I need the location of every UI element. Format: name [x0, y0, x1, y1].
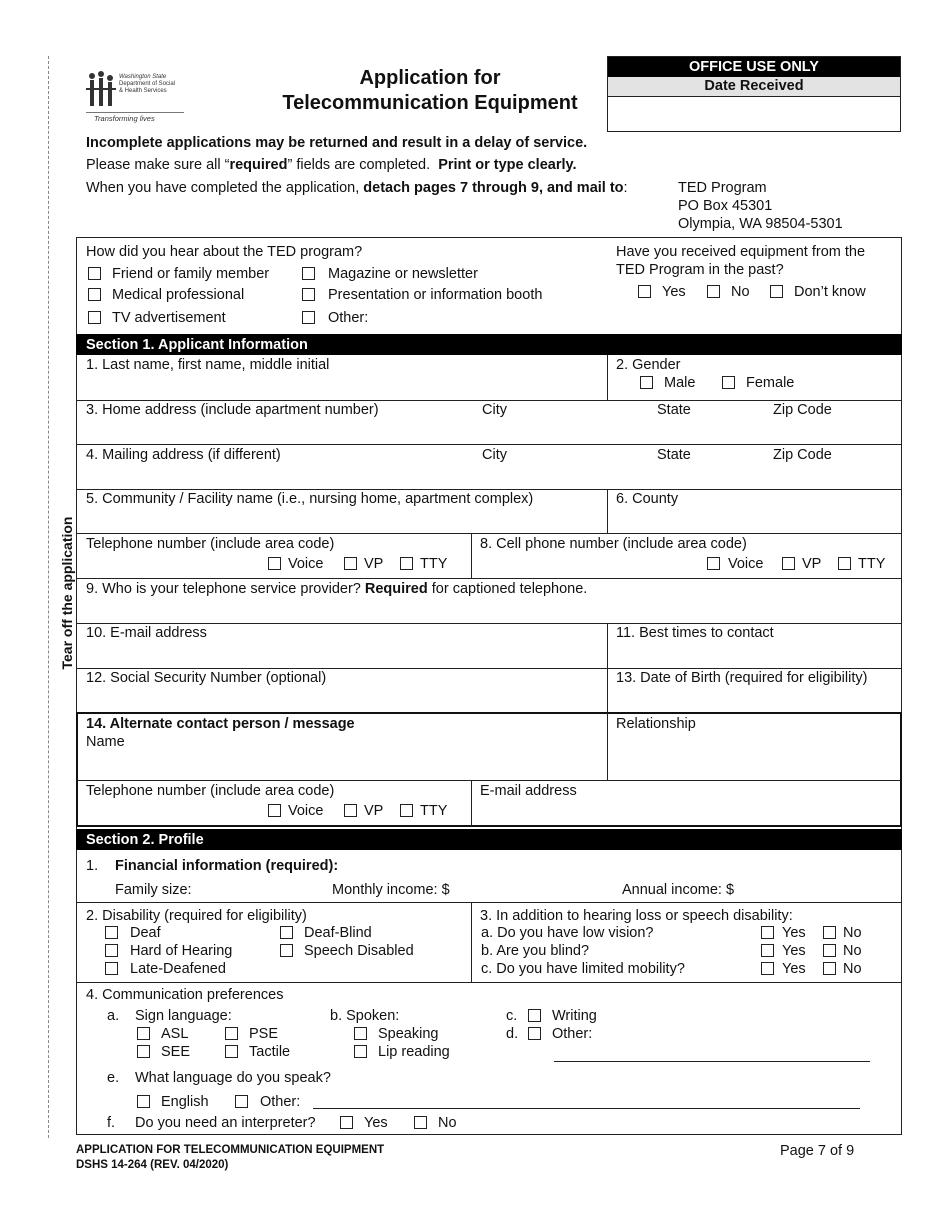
past-no-label: No [731, 284, 750, 300]
mailing-address-label: 4. Mailing address (if different) [86, 447, 281, 463]
home-address-label: 3. Home address (include apartment number) [86, 402, 379, 418]
county-input[interactable] [608, 510, 900, 532]
address-line3: Olympia, WA 98504-5301 [678, 216, 843, 232]
title-line1: Application for [359, 67, 501, 89]
home-city-label: City [482, 402, 507, 418]
comm-other-line[interactable] [554, 1061, 870, 1062]
hear-friend-checkbox[interactable] [88, 267, 101, 280]
name-label: 1. Last name, first name, middle initial [86, 357, 330, 373]
hear-magazine-label: Magazine or newsletter [328, 266, 478, 282]
alt-vp-checkbox[interactable] [344, 804, 357, 817]
q3b-no-label: No [843, 943, 862, 959]
email-label: 10. E-mail address [86, 625, 207, 641]
spoken-label: b. Spoken: [330, 1008, 400, 1024]
q3b-label: b. Are you blind? [481, 943, 590, 959]
facility-label: 5. Community / Facility name (i.e., nursing home, apartment complex) [86, 491, 534, 507]
office-use-box [607, 56, 901, 132]
q3c-no-checkbox[interactable] [823, 962, 836, 975]
gender-female-label: Female [746, 375, 795, 391]
past-dontknow-checkbox[interactable] [770, 285, 783, 298]
alt-contact-label: 14. Alternate contact person / message [86, 716, 355, 732]
q3b-yes-checkbox[interactable] [761, 944, 774, 957]
tel-voice-checkbox[interactable] [268, 557, 281, 570]
english-checkbox[interactable] [137, 1095, 150, 1108]
address-line2: PO Box 45301 [678, 198, 773, 214]
hear-tv-checkbox[interactable] [88, 311, 101, 324]
q3-label: 3. In addition to hearing loss or speech disability: [480, 908, 793, 924]
deaf-label: Deaf [130, 925, 161, 941]
comm-a: a. [107, 1008, 120, 1024]
monthly-income-label: Monthly income: $ [332, 882, 450, 898]
hoh-label: Hard of Hearing [130, 943, 233, 959]
home-zip-label: Zip Code [773, 402, 832, 418]
provider-label: 9. Who is your telephone service provider? Required for captioned telephone. [86, 581, 588, 597]
disability-label: 2. Disability (required for eligibility) [86, 908, 307, 924]
facility-input[interactable] [77, 510, 606, 532]
gender-label: 2. Gender [616, 357, 681, 373]
comm-c: c. [506, 1008, 518, 1024]
mailing-address [678, 179, 843, 233]
speaking-checkbox[interactable] [354, 1027, 367, 1040]
date-received-field[interactable] [608, 97, 900, 131]
lip-reading-label: Lip reading [378, 1044, 450, 1060]
q3c-yes-label: Yes [782, 961, 806, 977]
q3a-label: a. Do you have low vision? [481, 925, 654, 941]
speaking-label: Speaking [378, 1026, 439, 1042]
past-question-line2: TED Program in the past? [616, 262, 784, 278]
footer-title: APPLICATION FOR TELECOMMUNICATION EQUIPMENT [76, 1144, 385, 1156]
gender-male-checkbox[interactable] [640, 376, 653, 389]
pse-checkbox[interactable] [225, 1027, 238, 1040]
alt-tel-label: Telephone number (include area code) [86, 783, 335, 799]
tel-voice-label: Voice [288, 556, 324, 572]
see-label: SEE [161, 1044, 191, 1060]
hear-other-checkbox[interactable] [302, 311, 315, 324]
tel-vp-label: VP [364, 556, 384, 572]
hear-medical-checkbox[interactable] [88, 288, 101, 301]
cell-voice-label: Voice [728, 556, 764, 572]
q3a-yes-label: Yes [782, 925, 806, 941]
tear-label: Tear off the application [59, 516, 75, 670]
tel-vp-checkbox[interactable] [344, 557, 357, 570]
past-yes-checkbox[interactable] [638, 285, 651, 298]
address-line1: TED Program [678, 180, 767, 196]
financial-number: 1. [86, 858, 99, 874]
alt-name-input[interactable] [78, 752, 606, 778]
logo-tagline: Transforming lives [94, 114, 155, 123]
past-no-checkbox[interactable] [707, 285, 720, 298]
cell-label: 8. Cell phone number (include area code) [480, 536, 747, 552]
hear-magazine-checkbox[interactable] [302, 267, 315, 280]
email-input[interactable] [77, 644, 606, 666]
language-question: What language do you speak? [135, 1070, 331, 1086]
name-input[interactable] [77, 376, 606, 398]
past-dontknow-label: Don’t know [794, 284, 866, 300]
see-checkbox[interactable] [137, 1045, 150, 1058]
writing-checkbox[interactable] [528, 1009, 541, 1022]
alt-tty-checkbox[interactable] [400, 804, 413, 817]
q3c-label: c. Do you have limited mobility? [481, 961, 685, 977]
page-number: Page 7 of 9 [780, 1143, 855, 1159]
comm-label: 4. Communication preferences [86, 987, 284, 1003]
q3a-no-label: No [843, 925, 862, 941]
section2-header: Section 2. Profile [76, 829, 902, 850]
speech-checkbox[interactable] [280, 944, 293, 957]
gender-female-checkbox[interactable] [722, 376, 735, 389]
late-deafened-checkbox[interactable] [105, 962, 118, 975]
comm-other-label: Other: [552, 1026, 593, 1042]
comm-d: d. [506, 1026, 519, 1042]
hear-friend-label: Friend or family member [112, 266, 270, 282]
q3b-yes-label: Yes [782, 943, 806, 959]
family-size-label: Family size: [115, 882, 192, 898]
mailing-city-label: City [482, 447, 507, 463]
section1-header: Section 1. Applicant Information [76, 334, 902, 355]
alt-vp-label: VP [364, 803, 384, 819]
hear-tv-label: TV advertisement [112, 310, 226, 326]
telephone-label: Telephone number (include area code) [86, 536, 335, 552]
tel-tty-checkbox[interactable] [400, 557, 413, 570]
lip-reading-checkbox[interactable] [354, 1045, 367, 1058]
q3a-no-checkbox[interactable] [823, 926, 836, 939]
q3a-yes-checkbox[interactable] [761, 926, 774, 939]
q3c-yes-checkbox[interactable] [761, 962, 774, 975]
provider-input[interactable] [77, 600, 901, 622]
gender-male-label: Male [664, 375, 696, 391]
logo-org-line2: Department of Social [119, 81, 176, 87]
logo-org-line1: Washington State [119, 74, 167, 80]
cell-vp-checkbox[interactable] [782, 557, 795, 570]
speech-label: Speech Disabled [304, 943, 414, 959]
comm-e: e. [107, 1070, 120, 1086]
q3b-no-checkbox[interactable] [823, 944, 836, 957]
tactile-checkbox[interactable] [225, 1045, 238, 1058]
best-times-input[interactable] [608, 644, 900, 666]
deafblind-label: Deaf-Blind [304, 925, 372, 941]
form-title [260, 66, 600, 116]
comm-other-checkbox[interactable] [528, 1027, 541, 1040]
annual-income-label: Annual income: $ [622, 882, 735, 898]
hear-presentation-label: Presentation or information booth [328, 287, 543, 303]
cell-vp-label: VP [802, 556, 822, 572]
cell-voice-checkbox[interactable] [707, 557, 720, 570]
notice-line1: Incomplete applications may be returned and result in a delay of service. [86, 135, 588, 151]
relationship-input[interactable] [608, 735, 900, 779]
language-other-line[interactable] [313, 1108, 860, 1109]
sign-language-label: Sign language: [135, 1008, 232, 1024]
title-line2: Telecommunication Equipment [282, 92, 578, 114]
logo-figures-icon [86, 70, 116, 110]
deafblind-checkbox[interactable] [280, 926, 293, 939]
hear-presentation-checkbox[interactable] [302, 288, 315, 301]
comm-f: f. [107, 1115, 116, 1131]
hoh-checkbox[interactable] [105, 944, 118, 957]
dob-input[interactable] [608, 689, 900, 711]
footer-form-number: DSHS 14-264 (REV. 04/2020) [76, 1159, 229, 1171]
past-question-line1: Have you received equipment from the [616, 244, 866, 260]
q3c-no-label: No [843, 961, 862, 977]
hear-question: How did you hear about the TED program? [86, 244, 363, 260]
interpreter-no-checkbox[interactable] [414, 1116, 427, 1129]
office-use-header: OFFICE USE ONLY [608, 57, 900, 77]
tactile-label: Tactile [249, 1044, 291, 1060]
home-state-label: State [657, 402, 691, 418]
alt-voice-label: Voice [288, 803, 324, 819]
logo-org-line3: & Health Services [119, 88, 167, 94]
interpreter-no-label: No [438, 1115, 457, 1131]
mailing-address-input[interactable] [77, 466, 901, 488]
alt-email-label: E-mail address [480, 783, 577, 799]
tel-tty-label: TTY [420, 556, 448, 572]
cell-tty-label: TTY [858, 556, 886, 572]
alt-name-label: Name [86, 734, 125, 750]
english-label: English [161, 1094, 209, 1110]
past-yes-label: Yes [662, 284, 686, 300]
cell-tty-checkbox[interactable] [838, 557, 851, 570]
language-other-label: Other: [260, 1094, 301, 1110]
ssn-input[interactable] [77, 689, 606, 711]
hear-other-label: Other: [328, 310, 369, 326]
tear-line [48, 56, 49, 1138]
dob-label: 13. Date of Birth (required for eligibility) [616, 670, 868, 686]
interpreter-yes-label: Yes [364, 1115, 388, 1131]
financial-label: Financial information (required): [115, 858, 339, 874]
relationship-label: Relationship [616, 716, 696, 732]
asl-checkbox[interactable] [137, 1027, 150, 1040]
county-label: 6. County [616, 491, 679, 507]
alt-email-input[interactable] [472, 802, 900, 824]
alt-voice-checkbox[interactable] [268, 804, 281, 817]
date-received-label: Date Received [608, 77, 900, 97]
hear-medical-label: Medical professional [112, 287, 245, 303]
late-deafened-label: Late-Deafened [130, 961, 226, 977]
home-address-input[interactable] [77, 421, 901, 443]
interpreter-question: Do you need an interpreter? [135, 1115, 316, 1131]
best-times-label: 11. Best times to contact [616, 625, 774, 641]
ssn-label: 12. Social Security Number (optional) [86, 670, 327, 686]
deaf-checkbox[interactable] [105, 926, 118, 939]
language-other-checkbox[interactable] [235, 1095, 248, 1108]
pse-label: PSE [249, 1026, 279, 1042]
interpreter-yes-checkbox[interactable] [340, 1116, 353, 1129]
writing-label: Writing [552, 1008, 597, 1024]
mailing-zip-label: Zip Code [773, 447, 832, 463]
dshs-logo [86, 70, 186, 126]
notice-line2: Please make sure all “required” fields are completed. Print or type clearly. [86, 157, 577, 173]
notice-line3: When you have completed the application, detach pages 7 through 9, and mail to: [86, 180, 628, 196]
alt-tty-label: TTY [420, 803, 448, 819]
asl-label: ASL [161, 1026, 189, 1042]
mailing-state-label: State [657, 447, 691, 463]
